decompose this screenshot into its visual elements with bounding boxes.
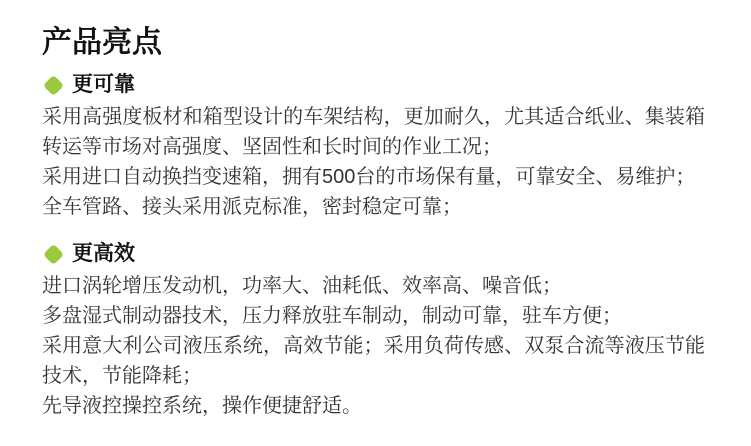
feature-paragraph: 采用高强度板材和箱型设计的车架结构，更加耐久，尤其适合纸业、集装箱转运等市场对高强度、坚固性和长时间的作业工况； — [42, 106, 705, 158]
feature-paragraph: 采用意大利公司液压系统，高效节能；采用负荷传感、双泵合流等液压节能技术，节能降耗； — [42, 335, 705, 387]
diamond-bullet-icon — [43, 74, 64, 95]
feature-paragraph: 采用进口自动换挡变速箱，拥有500台的市场保有量，可靠安全、易维护； — [42, 166, 696, 188]
section-heading-label: 更高效 — [72, 242, 135, 265]
feature-paragraph: 先导液控操控系统，操作便捷舒适。 — [42, 395, 362, 417]
section-heading-reliability — [42, 73, 709, 97]
section-body-efficiency — [42, 271, 705, 421]
feature-paragraph: 多盘湿式制动器技术，压力释放驻车制动，制动可靠，驻车方便； — [42, 305, 622, 327]
page-title: 产品亮点 — [42, 26, 162, 59]
section-body-reliability — [42, 102, 705, 222]
section-reliability — [42, 73, 709, 222]
diamond-bullet-icon — [43, 243, 64, 264]
feature-paragraph: 进口涡轮增压发动机，功率大、油耗低、效率高、噪音低； — [42, 275, 562, 297]
section-heading-label: 更可靠 — [72, 73, 135, 96]
feature-paragraph: 全车管路、接头采用派克标准，密封稳定可靠； — [42, 196, 462, 218]
section-heading-efficiency — [42, 242, 709, 266]
section-efficiency — [42, 242, 709, 421]
